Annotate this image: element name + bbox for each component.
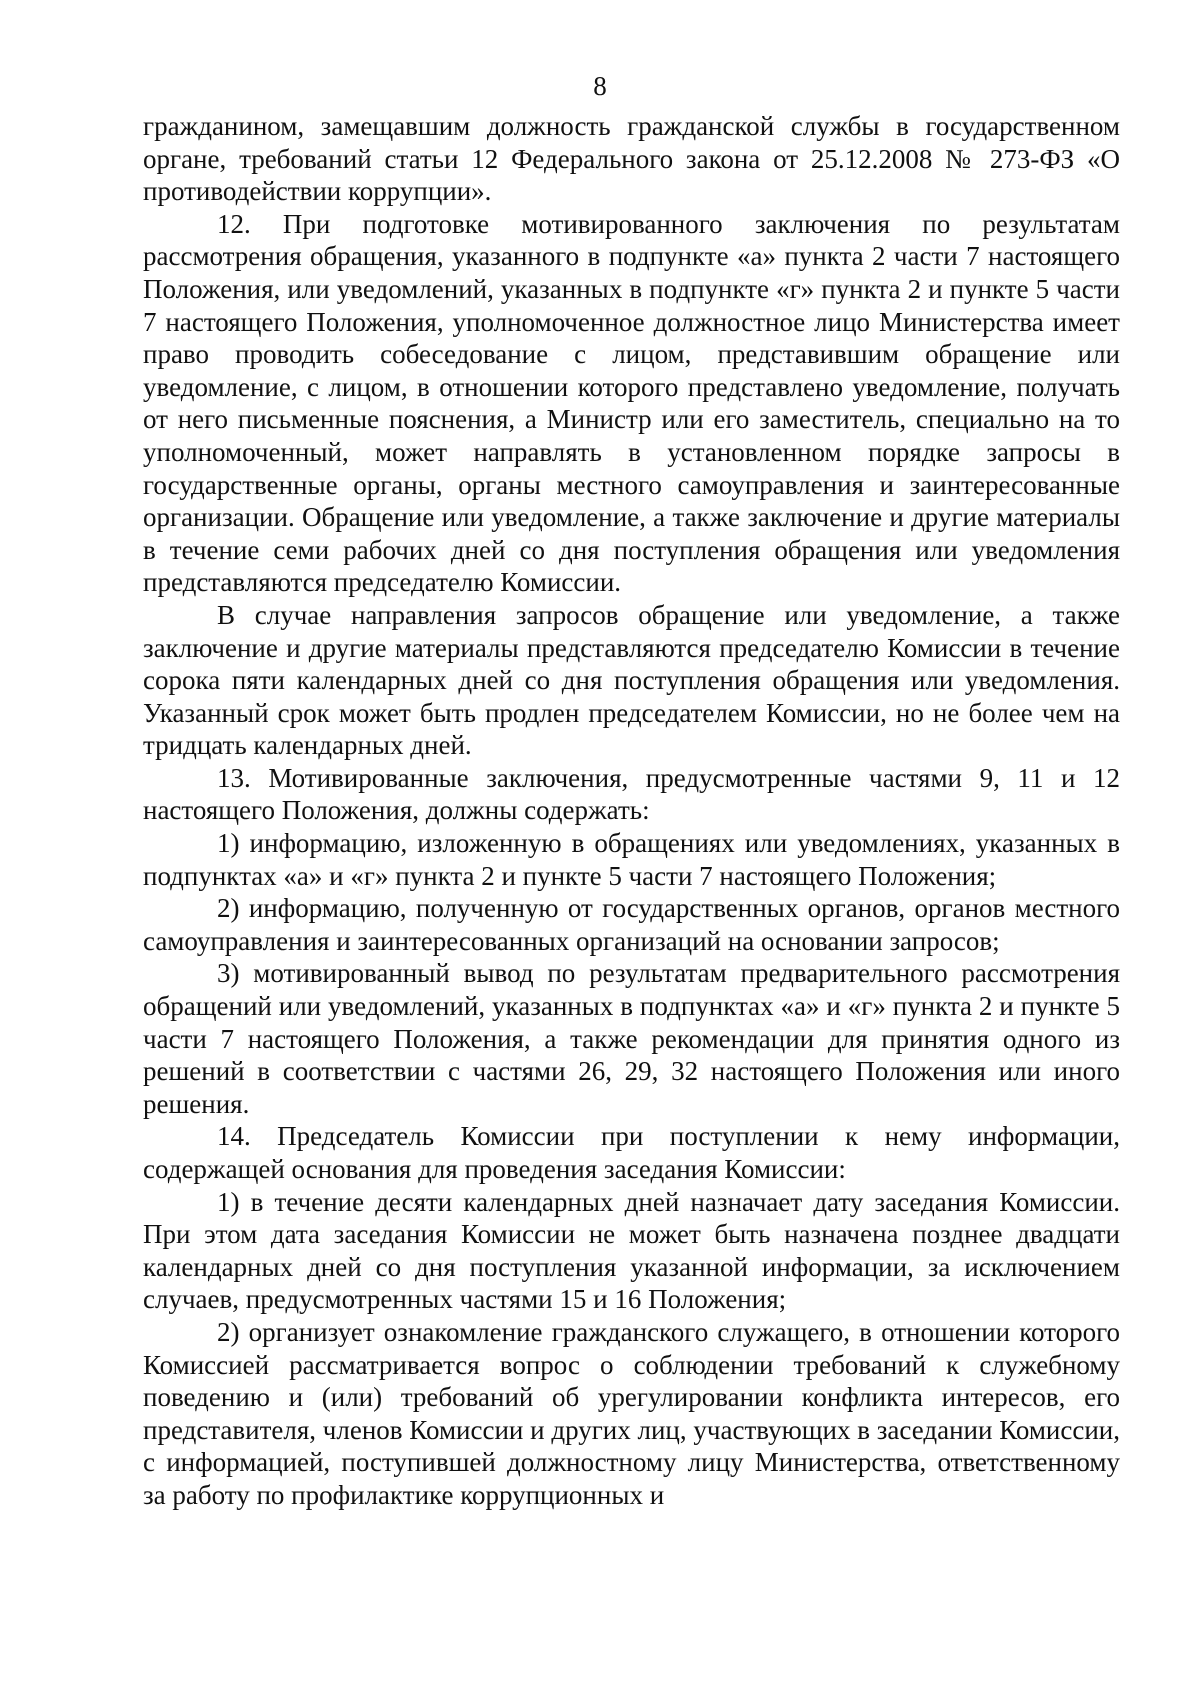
paragraph-13: 13. Мотивированные заключения, предусмотренные частями 9, 11 и 12 настоящего Положения, должны содержать: bbox=[143, 762, 1120, 826]
page-number: 8 bbox=[593, 71, 607, 101]
paragraph-14: 14. Председатель Комиссии при поступлении к нему информации, содержащей основания для проведения заседания Комиссии: bbox=[143, 1121, 1120, 1184]
paragraph-continuation: гражданином, замещавшим должность гражданской службы в государственном органе, требований статьи 12 Федерального закона от 25.12.2008 № 273-ФЗ «О противодействии коррупции». bbox=[143, 111, 1120, 207]
paragraph-13-item-3: 3) мотивированный вывод по результатам предварительного рассмотрения обращений или уведомлений, указанных в подпунктах «а» и «г» пункта 2 и пункте 5 части 7 настоящего Положения, а также рекомендации для принятия одного из решений в соответствии с частями 26, 29, 32 настоящего Положения или иного решения. bbox=[143, 958, 1120, 1119]
document-body bbox=[143, 110, 1120, 1512]
paragraph-13-item-2: 2) информацию, полученную от государственных органов, органов местного самоуправления и заинтересованных организаций на основании запросов; bbox=[143, 893, 1120, 956]
paragraph-14-item-1: 1) в течение десяти календарных дней назначает дату заседания Комиссии. При этом дата заседания Комиссии не может быть назначена позднее двадцати календарных дней со дня поступления указанной информации, за исключением случаев, предусмотренных частями 15 и 16 Положения; bbox=[143, 1186, 1120, 1315]
paragraph-14-item-2: 2) организует ознакомление гражданского служащего, в отношении которого Комиссией рассматривается вопрос о соблюдении требований к служебному поведению и (или) требований об урегулировании конфликта интересов, его представителя, членов Комиссии и других лиц, участвующих в заседании Комиссии, с информацией, поступившей должностному лицу Министерства, ответственному за работу по профилактике коррупционных и bbox=[143, 1316, 1120, 1510]
paragraph-12: 12. При подготовке мотивированного заключения по результатам рассмотрения обращения, указанного в подпункте «а» пункта 2 части 7 настоящего Положения, или уведомлений, указанных в подпункте «г» пункта 2 и пункте 5 части 7 настоящего Положения, уполномоченное должностное лицо Министерства имеет право проводить собеседование с лицом, представившим обращение или уведомление, с лицом, в отношении которого представлено уведомление, получать от него письменные пояснения, а Министр или его заместитель, специально на то уполномоченный, может направлять в установленном порядке запросы в государственные органы, органы местного самоуправления и заинтересованные организации. Обращение или уведомление, а также заключение и другие материалы в течение семи рабочих дней со дня поступления обращения или уведомления представляются председателю Комиссии. bbox=[143, 208, 1120, 598]
paragraph-13-item-1: 1) информацию, изложенную в обращениях или уведомлениях, указанных в подпунктах «а» и «г» пункта 2 и пункте 5 части 7 настоящего Положения; bbox=[143, 828, 1120, 891]
paragraph-12-requests: В случае направления запросов обращение или уведомление, а также заключение и другие материалы представляются председателю Комиссии в течение сорока пяти календарных дней со дня поступления обращения или уведомления. Указанный срок может быть продлен председателем Комиссии, но не более чем на тридцать календарных дней. bbox=[143, 599, 1120, 761]
